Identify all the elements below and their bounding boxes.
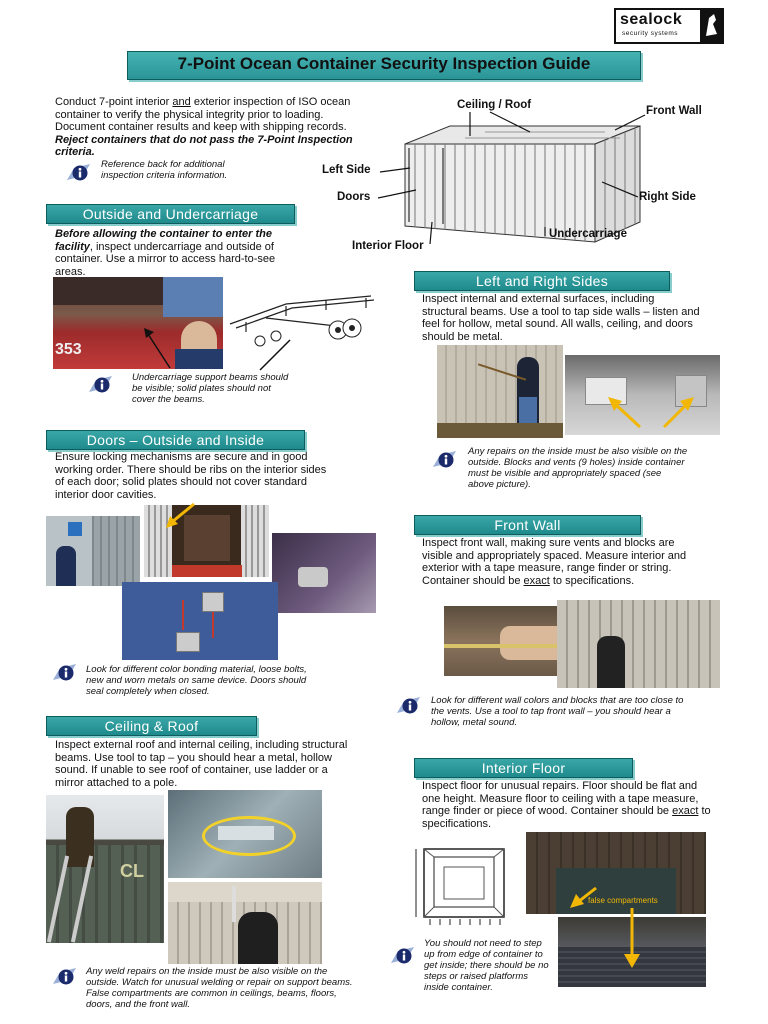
- logo-name: sealock: [620, 11, 683, 28]
- arrow-indicators-outside: [140, 320, 310, 380]
- section-heading-doors: Doors – Outside and Inside: [46, 430, 305, 450]
- info-icon: [52, 663, 78, 681]
- floor-end-view-drawing: [410, 845, 522, 927]
- info-icon: [66, 163, 92, 181]
- front-note: Look for different wall colors and blocks that are too close to the vents. Use a tool to tap front wall – you should hear a hollow, metal sound.: [431, 695, 684, 728]
- info-icon: [390, 946, 416, 964]
- door-arrow: [160, 500, 200, 530]
- sealock-logo: [614, 8, 724, 44]
- intro-note: Reference back for additional inspection criteria information.: [101, 159, 228, 181]
- label-undercarriage: Undercarriage: [549, 228, 627, 240]
- door-bolts-photo: [122, 582, 278, 660]
- info-icon: [52, 967, 78, 985]
- sides-note: Any repairs on the inside must be also visible on the outside. Blocks and vents (9 holes) inside container must be visible and appropriately spaced (see above picture).: [468, 446, 688, 490]
- door-exterior-photo: [46, 516, 140, 586]
- front-text: Inspect front wall, making sure vents and blocks are visible and appropriately spaced. Measure interior and exterior with a tape measure, range finder or string. Container should be exact to specifications.: [422, 537, 687, 587]
- doors-note: Look for different color bonding material, loose bolts, new and worn metals on same device. Doors should seal completely when closed.: [86, 664, 307, 697]
- intro-text: Conduct 7-point interior and exterior inspection of ISO ocean container to verify the physical integrity prior to loading. Document container results and keep with shipping records. Reject containers that do not pass the 7-Point Inspection criteria.: [55, 96, 353, 158]
- ladder-roof-photo: [46, 795, 164, 943]
- label-right-side: Right Side: [639, 191, 696, 203]
- section-heading-floor: Interior Floor: [414, 758, 633, 778]
- info-icon: [396, 696, 422, 714]
- label-front-wall: Front Wall: [646, 105, 702, 117]
- ceiling-weld-photo: [168, 790, 322, 878]
- outside-text: Before allowing the container to enter the facility, inspect undercarriage and outside of container. Use a mirror to access hard-to-see areas.: [55, 228, 276, 278]
- label-ceiling-roof: Ceiling / Roof: [457, 99, 532, 111]
- sides-text: Inspect internal and external surfaces, including structural beams. Use a tool to tap side walls – listen and feel for hollow, metal sound. All walls, ceiling, and doors should be metal.: [422, 293, 700, 343]
- front-wall-interior-photo: [557, 600, 720, 688]
- front-wall-measure-photo: [444, 606, 570, 676]
- logo-tagline: security systems: [622, 30, 679, 37]
- section-heading-outside: Outside and Undercarriage: [46, 204, 295, 224]
- section-heading-front-wall: Front Wall: [414, 515, 641, 535]
- label-doors: Doors: [337, 191, 371, 203]
- section-heading-sides: Left and Right Sides: [414, 271, 670, 291]
- container-lettering: CL: [120, 861, 144, 881]
- ceiling-text: Inspect external roof and internal ceiling, including structural beams. Use tool to tap – you should hear a metal, hollow sound. If unable to see roof of container, use ladder or a mirror attached to a pole.: [55, 739, 348, 789]
- logo-emblem: [700, 10, 722, 42]
- outside-note: Undercarriage support beams should be visible; solid plates should not cover the beams.: [132, 372, 289, 405]
- vent-arrows: [600, 385, 710, 435]
- label-interior-floor: Interior Floor: [352, 240, 424, 252]
- ceiling-note: Any weld repairs on the inside must be also visible on the outside. Watch for unusual welding or repair on support beams. False compartments are common in ceilings, beams, floors, doors, and the front wall.: [86, 966, 353, 1010]
- door-seal-photo: [272, 533, 376, 613]
- info-icon: [432, 450, 458, 468]
- trailer-number: 353: [55, 341, 82, 358]
- floor-text: Inspect floor for unusual repairs. Floor should be flat and one height. Measure floor to ceiling with a tape measure, range finder or piece of wood. Container should be exact to specifications.: [422, 780, 711, 830]
- false-compartments-label: false compartments: [588, 896, 658, 905]
- ceiling-tap-photo: [168, 882, 322, 964]
- floor-arrows: [560, 880, 660, 990]
- page-title: 7-Point Ocean Container Security Inspection Guide: [127, 51, 641, 80]
- section-heading-ceiling: Ceiling & Roof: [46, 716, 257, 736]
- label-left-side: Left Side: [322, 164, 371, 176]
- side-wall-tap-photo: [437, 345, 563, 438]
- doors-text: Ensure locking mechanisms are secure and in good working order. There should be ribs on the interior sides of each door; solid plates should not cover standard interior door cavities.: [55, 451, 327, 501]
- floor-note: You should not need to step up from edge of container to get inside; there should be no steps or raised platforms inside container.: [424, 938, 549, 993]
- info-icon: [88, 375, 114, 393]
